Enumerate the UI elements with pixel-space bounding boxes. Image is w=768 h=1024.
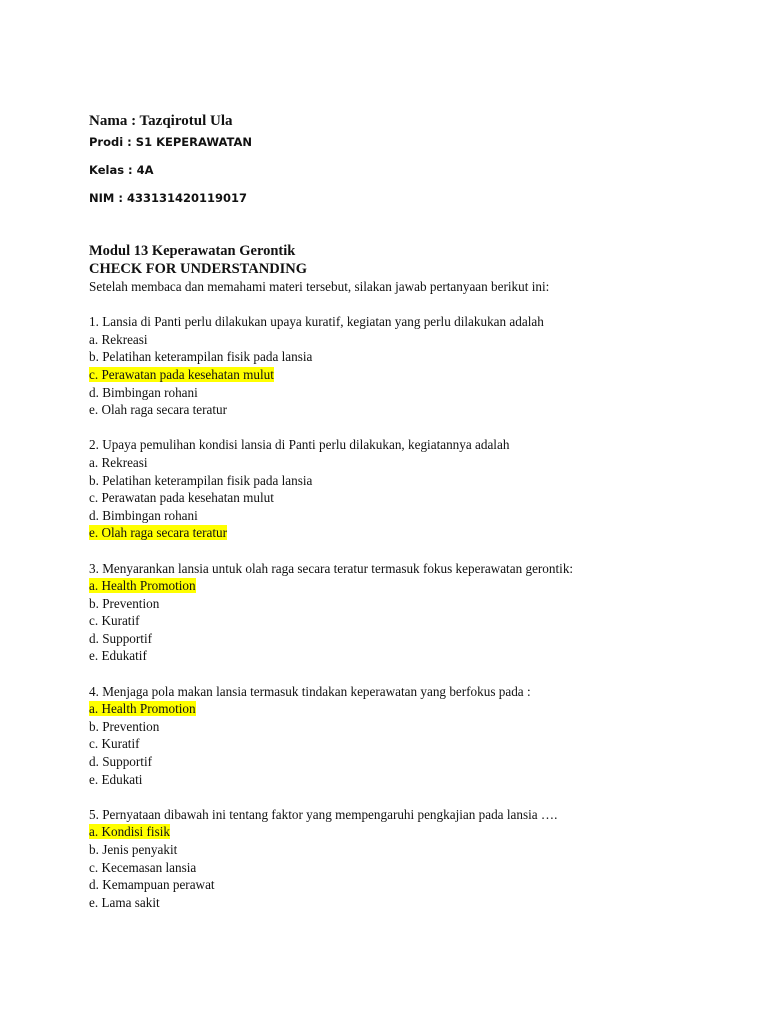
question-1 — [89, 313, 729, 419]
highlighted-answer: a. Kondisi fisik — [89, 824, 170, 840]
question-text: 2. Upaya pemulihan kondisi lansia di Panti perlu dilakukan, kegiatannya adalah — [89, 437, 510, 453]
question-5 — [89, 806, 729, 912]
question-text: 5. Pernyataan dibawah ini tentang faktor yang mempengaruhi pengkajian pada lansia …. — [89, 806, 558, 822]
answer-option-text: d. Supportif — [89, 630, 153, 646]
answer-option-text: d. Bimbingan rohani — [89, 384, 198, 400]
answer-option-text: c. Kecemasan lansia — [89, 859, 197, 875]
answer-option — [89, 718, 729, 736]
answer-option-text: d. Supportif — [89, 754, 153, 770]
answer-option — [89, 454, 729, 472]
answer-option-text: e. Lama sakit — [89, 894, 160, 910]
answer-option — [89, 771, 729, 789]
answer-option-text: e. Olah raga secara teratur — [89, 402, 228, 418]
answer-option — [89, 612, 729, 630]
highlighted-answer: c. Perawatan pada kesehatan mulut — [89, 366, 274, 382]
answer-option-text: b. Prevention — [89, 595, 160, 611]
answer-option — [89, 507, 729, 525]
answer-option-text: b. Pelatihan keterampilan fisik pada lansia — [89, 472, 313, 488]
answer-option — [89, 753, 729, 771]
answer-option — [89, 735, 729, 753]
answer-option — [89, 823, 729, 841]
answer-option-text: d. Kemampuan perawat — [89, 877, 215, 893]
student-nim: NIM : 433131420119017 — [89, 191, 247, 205]
student-name: Nama : Tazqirotul Ula — [89, 113, 233, 129]
answer-option — [89, 630, 729, 648]
answer-option-text: c. Kuratif — [89, 613, 140, 629]
question-text: 4. Menjaga pola makan lansia termasuk tindakan keperawatan yang berfokus pada : — [89, 683, 531, 699]
question-text: 3. Menyarankan lansia untuk olah raga secara teratur termasuk fokus keperawatan gerontik: — [89, 560, 574, 576]
answer-option-text: a. Rekreasi — [89, 454, 148, 470]
document-page — [89, 111, 729, 929]
answer-option — [89, 331, 729, 349]
question-4 — [89, 683, 729, 789]
answer-option-text: e. Edukati — [89, 771, 143, 787]
instruction-text: Setelah membaca dan memahami materi tersebut, silakan jawab pertanyaan berikut ini: — [89, 279, 550, 294]
answer-option-text: c. Perawatan pada kesehatan mulut — [89, 490, 274, 506]
answer-option — [89, 366, 729, 384]
answer-option — [89, 384, 729, 402]
answer-option — [89, 894, 729, 912]
answer-option — [89, 472, 729, 490]
answer-option — [89, 348, 729, 366]
student-kelas: Kelas : 4A — [89, 163, 154, 177]
module-subtitle: CHECK FOR UNDERSTANDING — [89, 261, 308, 277]
answer-option-text: b. Prevention — [89, 718, 160, 734]
answer-option — [89, 876, 729, 894]
answer-option-text: a. Rekreasi — [89, 331, 148, 347]
question-text: 1. Lansia di Panti perlu dilakukan upaya kuratif, kegiatan yang perlu dilakukan adalah — [89, 314, 544, 330]
question-list — [89, 313, 729, 911]
answer-option — [89, 577, 729, 595]
answer-option — [89, 700, 729, 718]
answer-option-text: b. Jenis penyakit — [89, 842, 178, 857]
answer-option-text: c. Kuratif — [89, 736, 140, 752]
answer-option — [89, 401, 729, 419]
answer-option — [89, 841, 729, 859]
highlighted-answer: a. Health Promotion — [89, 701, 196, 717]
answer-option — [89, 859, 729, 877]
answer-option — [89, 647, 729, 665]
module-title: Modul 13 Keperawatan Gerontik — [89, 243, 296, 259]
answer-option — [89, 595, 729, 613]
highlighted-answer: a. Health Promotion — [89, 578, 196, 594]
answer-option-text: e. Edukatif — [89, 648, 147, 664]
question-3 — [89, 560, 729, 666]
student-prodi: Prodi : S1 KEPERAWATAN — [89, 135, 253, 149]
answer-option — [89, 524, 729, 542]
answer-option — [89, 489, 729, 507]
highlighted-answer: e. Olah raga secara teratur — [89, 525, 228, 541]
answer-option-text: b. Pelatihan keterampilan fisik pada lansia — [89, 349, 313, 365]
answer-option-text: d. Bimbingan rohani — [89, 507, 198, 523]
question-2 — [89, 436, 729, 542]
